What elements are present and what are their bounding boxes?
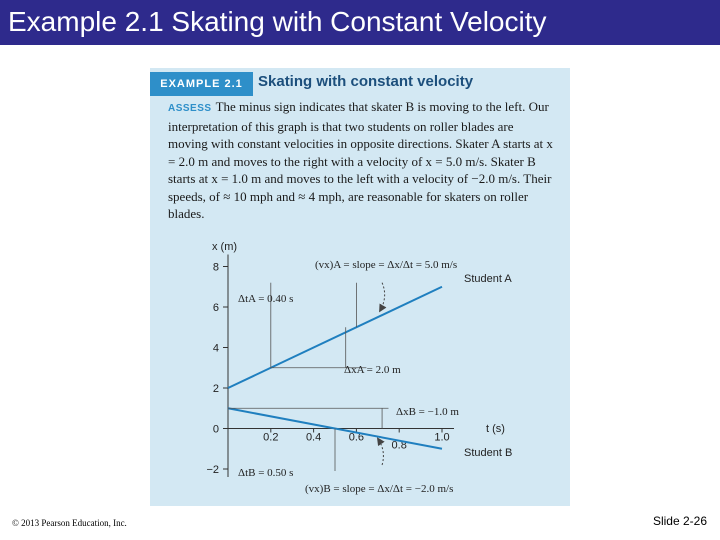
y-tick-label: 0 — [212, 423, 219, 436]
slide-number: Slide 2-26 — [652, 514, 707, 528]
position-time-chart — [150, 230, 570, 506]
example-title: Skating with constant velocity — [258, 73, 474, 90]
assess-text: The minus sign indicates that skater B is moving to the left. Our interpretation of this graph is that two students on roller blades are moving with constant velocities in opposite directions. Skater A starts at x = 2.0 m and moves to the right with a velocity of x = 5.0 m/s. Skater B starts at x = 1.0 m and moves to the left with a velocity of −2.0 m/s. Their speeds, of ≈ 10 mph and ≈ 4 mph, are reasonable for skaters on roller blades. — [168, 99, 553, 221]
x-tick-label: 0.8 — [391, 439, 407, 452]
x-tick-label: 0.6 — [348, 431, 365, 444]
x-tick-label: 0.2 — [263, 431, 279, 444]
x-tick-label: 1.0 — [434, 431, 450, 444]
y-axis-label: x (m) — [212, 241, 238, 253]
slope-a-pointer — [380, 283, 385, 311]
slide-title: Example 2.1 Skating with Constant Velocity — [8, 6, 547, 37]
dt-a-annotation: ΔtA = 0.40 s — [238, 293, 294, 305]
y-tick-label: 4 — [212, 342, 219, 355]
y-tick-label: 6 — [212, 302, 219, 314]
assess-label: ASSESS — [168, 103, 212, 114]
series-b-label: Student B — [464, 447, 513, 459]
x-tick-label: 0.4 — [305, 431, 322, 444]
assess-paragraph — [168, 98, 553, 223]
example-tag: EXAMPLE 2.1 — [150, 72, 253, 96]
y-tick-label: 2 — [212, 383, 219, 395]
x-axis-label: t (s) — [486, 423, 505, 435]
copyright: © 2013 Pearson Education, Inc. — [12, 518, 127, 528]
y-tick-label: 8 — [212, 261, 219, 274]
dx-a-annotation: ΔxA = 2.0 m — [344, 364, 401, 376]
y-tick-label: −2 — [206, 464, 219, 476]
slope-b-annotation: (vx)B = slope = Δx/Δt = −2.0 m/s — [305, 483, 454, 495]
dx-b-annotation: ΔxB = −1.0 m — [396, 406, 459, 418]
slope-b-pointer — [378, 439, 383, 465]
dt-b-annotation: ΔtB = 0.50 s — [238, 467, 294, 479]
series-a-label: Student A — [464, 273, 512, 285]
slope-a-annotation: (vx)A = slope = Δx/Δt = 5.0 m/s — [315, 259, 458, 271]
